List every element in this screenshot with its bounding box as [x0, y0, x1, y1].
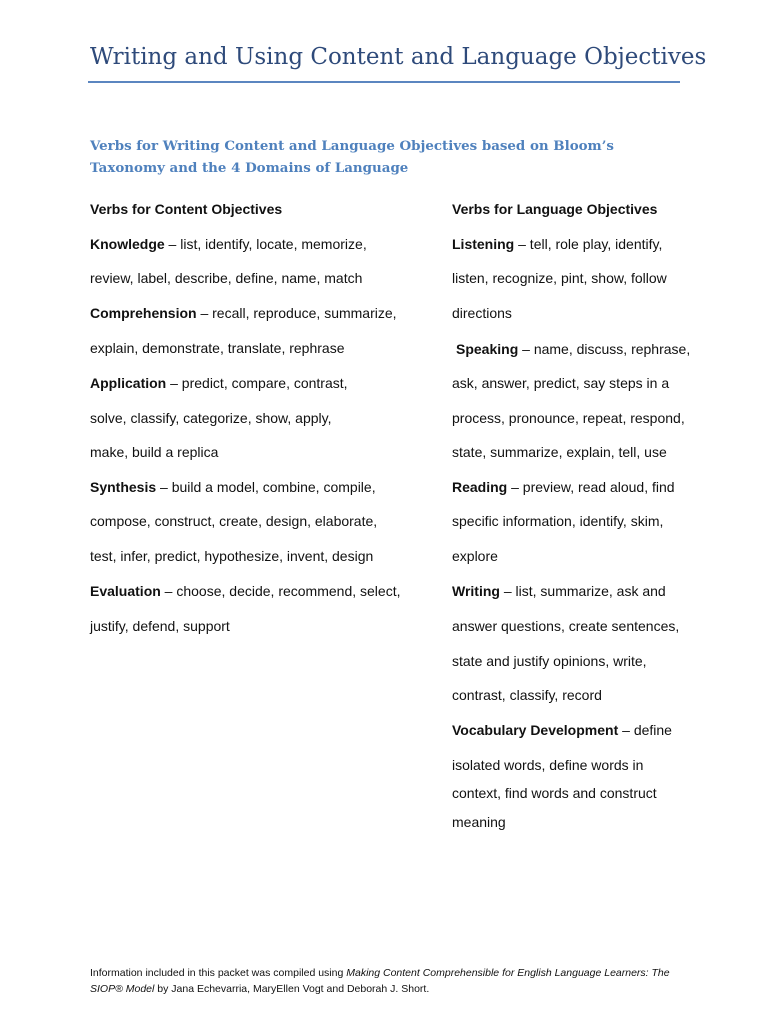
vocabulary-verbs: – define: [618, 722, 672, 738]
vocabulary-line-3: context, find words and construct: [452, 785, 657, 801]
listening-term: Listening: [452, 236, 515, 252]
writing-line-1: [452, 581, 666, 601]
comprehension-line-1: [90, 303, 397, 323]
footnote-prefix: Information included in this packet was compiled using: [90, 967, 347, 979]
listening-verbs: – tell, role play, identify,: [514, 236, 663, 252]
evaluation-line-2: justify, defend, support: [90, 618, 230, 634]
reading-line-1: [452, 477, 675, 497]
vocabulary-line-2: isolated words, define words in: [452, 757, 644, 773]
source-footnote: [90, 966, 690, 997]
speaking-line-4: state, summarize, explain, tell, use: [452, 444, 667, 460]
section-subtitle: Verbs for Writing Content and Language Objectives based on Bloom’s Taxonomy and the 4 Domains of Language: [90, 138, 614, 176]
speaking-line-2: ask, answer, predict, say steps in a: [452, 375, 670, 391]
writing-line-2: answer questions, create sentences,: [452, 618, 680, 634]
application-line-3: make, build a replica: [90, 444, 219, 460]
reading-verbs: – preview, read aloud, find: [507, 479, 675, 495]
application-line-1: [90, 373, 348, 393]
knowledge-verbs: – list, identify, locate, memorize,: [164, 236, 367, 252]
book-title: Making Content Comprehensible for English Language Learners: The SIOP® Model: [90, 967, 670, 995]
application-term: Application: [90, 375, 167, 391]
writing-line-3: state and justify opinions, write,: [452, 653, 647, 669]
evaluation-verbs: – choose, decide, recommend, select,: [160, 583, 401, 599]
synthesis-line-3: test, infer, predict, hypothesize, invent, design: [90, 548, 374, 564]
application-verbs: – predict, compare, contrast,: [166, 375, 348, 391]
synthesis-term: Synthesis: [90, 479, 157, 495]
comprehension-line-2: explain, demonstrate, translate, rephrase: [90, 340, 345, 356]
speaking-term: Speaking: [456, 341, 519, 357]
evaluation-line-1: [90, 581, 400, 601]
comprehension-verbs: – recall, reproduce, summarize,: [196, 305, 397, 321]
page-title: Writing and Using Content and Language Objectives: [90, 44, 707, 70]
writing-term: Writing: [452, 583, 500, 599]
writing-line-4: contrast, classify, record: [452, 687, 602, 703]
reading-line-2: specific information, identify, skim,: [452, 513, 664, 529]
comprehension-term: Comprehension: [90, 305, 197, 321]
listening-line-2: listen, recognize, pint, show, follow: [452, 270, 667, 286]
speaking-line-1: [456, 339, 690, 359]
knowledge-line-1: [90, 234, 367, 254]
language-objectives-heading: Verbs for Language Objectives: [452, 201, 658, 217]
application-line-2: solve, classify, categorize, show, apply,: [90, 410, 332, 426]
reading-line-3: explore: [452, 548, 498, 564]
speaking-line-3: process, pronounce, repeat, respond,: [452, 410, 685, 426]
speaking-verbs: – name, discuss, rephrase,: [518, 341, 691, 357]
synthesis-verbs: – build a model, combine, compile,: [156, 479, 376, 495]
evaluation-term: Evaluation: [90, 583, 161, 599]
title-underline: [88, 81, 680, 83]
vocabulary-term: Vocabulary Development: [452, 722, 619, 738]
vocabulary-line-4: meaning: [452, 814, 506, 830]
writing-verbs: – list, summarize, ask and: [499, 583, 666, 599]
content-objectives-heading: Verbs for Content Objectives: [90, 201, 283, 217]
synthesis-line-2: compose, construct, create, design, elaborate,: [90, 513, 378, 529]
listening-line-1: [452, 234, 662, 254]
knowledge-line-2: review, label, describe, define, name, match: [90, 270, 363, 286]
listening-line-3: directions: [452, 305, 512, 321]
synthesis-line-1: [90, 477, 376, 497]
knowledge-term: Knowledge: [90, 236, 165, 252]
reading-term: Reading: [452, 479, 508, 495]
vocabulary-line-1: [452, 720, 672, 740]
footnote-authors: by Jana Echevarria, MaryEllen Vogt and Deborah J. Short.: [154, 982, 430, 995]
